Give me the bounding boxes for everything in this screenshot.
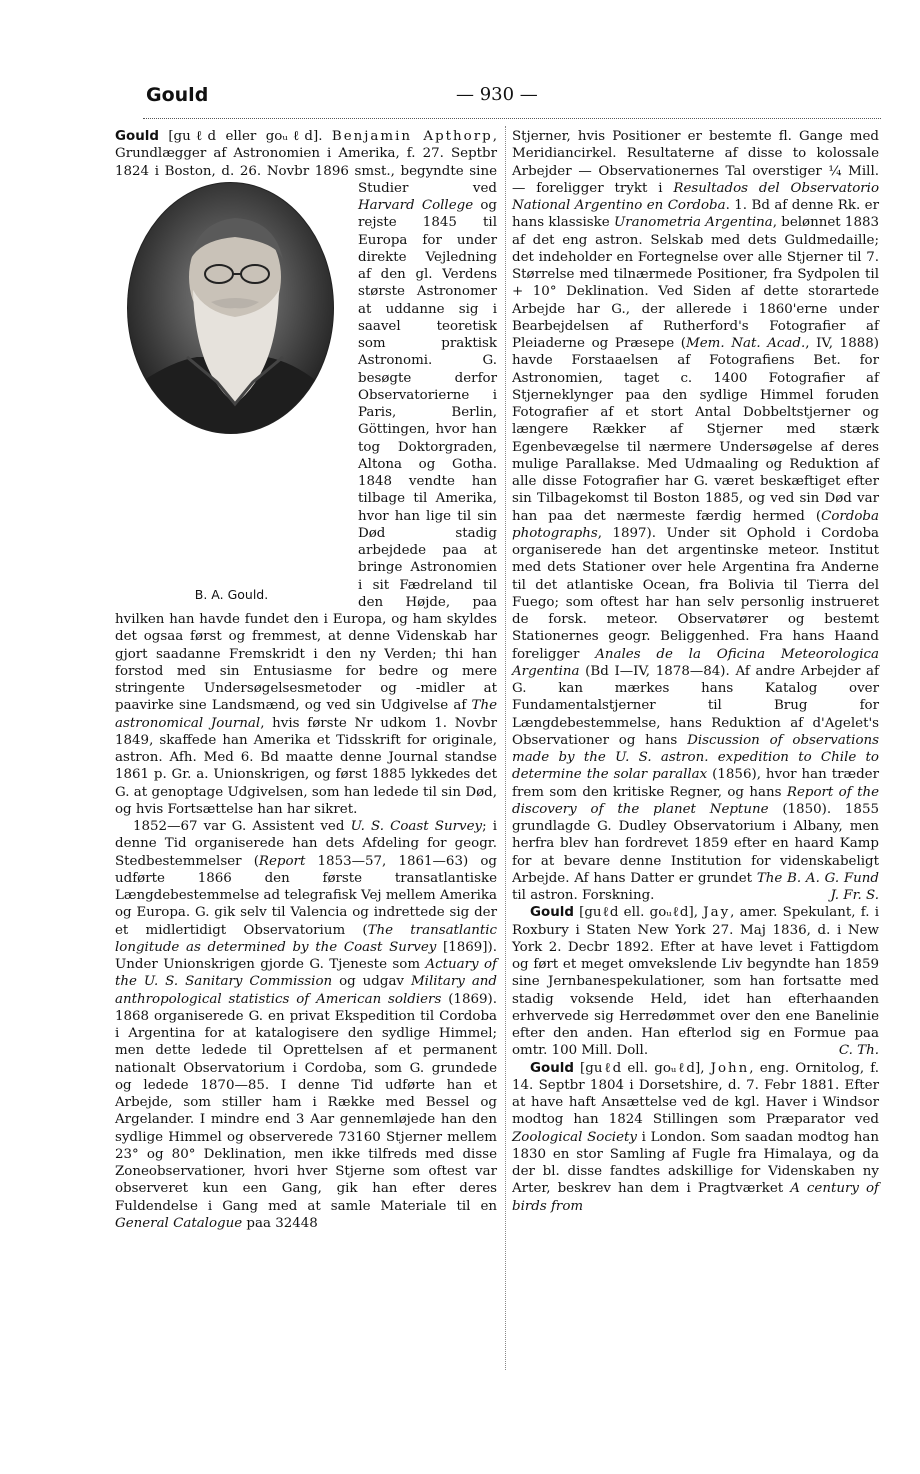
pronunciation: [guℓd ell. goᵤℓd],: [573, 905, 704, 921]
entry-text: og rejste 1845 til Europa for under direkte Vejledning af den gl. Verdens største Astronomer at uddanne sig i saavel teoretisk som praktisk Astronomi. G. besøgte derfor Observatorierne i Paris, Berlin, Göttingen, hvor han tog Doktorgraden, Altona og Gotha. 1848 vendte han tilbage til Amerika, hvor han lige til sin Død stadig arbejdede paa at bringe Astronomien i sit Fædreland til den Højde, paa hvilken han havde fundet den i Europa, og ham skyldes det ogsaa først og fremmest, at denne Videnskab har gjort saadanne Fremskridt i den ny Verden; thi han forstod med sin Entusiasme for bedre og mere stringente Undersøgelsesmetoder og -midler at paavirke sine Landsmænd, og ved sin Udgivelse af: [115, 198, 497, 714]
running-header-word: Gould: [146, 84, 209, 106]
entry-text: og udgav: [332, 974, 411, 990]
italic-title: Discussion of observations made by the U. S. astron. expedition to Chile to determine the solar parallax: [512, 732, 879, 783]
entry-text: (1869). 1868 organiserede G. en privat Ekspedition til Cordoba i Argentina for at katalogisere den sydlige Himmel; men dette ledede til Oprettelsen af et permanent nationalt Observatorium i Cordoba, som G. grundede og ledede 1870—85. I denne Tid udførte han et Arbejde, som stiller ham i Række med Bessel og Argelander. I mindre end 3 Aar gennemløjede han den sydlige Himmel og observerede 73160 Stjerner mellem 23° og 80° Deklination, men ikke tilfreds med disse Zoneobservationer, hvori hver Stjerne som oftest var observeret kun een Gang, gik han efter deres Fuldendelse i Gang med at samle Materiale til en: [115, 991, 497, 1214]
entry-text: , IV, 1888) havde Forstaaelsen af Fotografiens Bet. for Astronomien, taget c. 1400 Fotografier af Stjerneklynger paa den sydlige Himmel foruden Fotografier af et stort Antal Dobbeltstjerner og længere Rækker af Stjerner med stærk Egenbevægelse til nærmere Undersøgelse af deres mulige Parallakse. Med Udmaaling og Reduktion af alle disse Fotografier har G. været beskæftiget efter sin Tilbagekomst til Boston 1885, og ved sin Død var han paa det nærmeste færdig hermed (: [512, 336, 879, 524]
portrait-image: [127, 182, 334, 434]
italic-title: Report: [258, 853, 306, 869]
entry-text: til astron. Forskning.: [512, 888, 655, 903]
italic-title: Anales de la Oficina Meteorologica Argentina: [512, 646, 880, 679]
left-column: [115, 128, 497, 1232]
entry-text: (1850). 1855 grundlagde G. Dudley Observatorium i Albany, men herfra blev han fordrevet 1859 efter en haard Kamp for at bevare denne Institution for videnskabeligt Arbejde. Af hans Datter er grundet: [512, 801, 879, 886]
entry-text: ; i denne Tid organiserede han dets Afdeling for geogr. Stedbestemmelser (: [115, 819, 497, 869]
entry-john-gould: [512, 1060, 879, 1215]
figure-caption: B. A. Gould.: [194, 586, 269, 602]
entry-name: John: [710, 1060, 750, 1076]
entry-text: (1856), hvor han træder frem som den kritiske Regner, og hans: [512, 767, 879, 800]
paragraph: [115, 818, 497, 1232]
column-divider: [505, 126, 506, 1370]
entry-text: 1852—67 var G. Assistent ved: [133, 819, 351, 834]
entry-text: (Bd I—IV, 1878—84). Af andre Arbejder af G. kan mærkes hans Katalog over Fundamentalstjerner til Brug for Længdebestemmelse, hans Reduktion af d'Agelet's Observationer og hans: [512, 663, 879, 748]
entry-text: , hvis første Nr udkom 1. Novbr 1849, skaffede han Amerika et Tidsskrift for originale, astron. Afh. Med 6. Bd maatte denne Journal standse 1861 p. Gr. a. Unionskrigen, og først 1885 lykkedes det G. at genoptage Udgivelsen, som han ledede til sin Død, og hvis Fortsættelse han har sikret.: [115, 715, 498, 817]
entry-name: Benjamin Apthorp: [331, 129, 493, 144]
italic-title: Report of the discovery of the planet Neptune: [512, 784, 879, 817]
entry-text: paa 32448: [242, 1215, 318, 1231]
page-number: — 930 —: [456, 84, 538, 105]
right-column: [512, 128, 879, 1215]
entry-text: 1853—57, 1861—63) og udførte 1866 den første transatlantiske Længdebestemmelse ad telegrafisk Vej mellem Amerika og Europa. G. gik selv til Valencia og indrettede sig der et midlertidigt Observatorium (: [115, 853, 497, 938]
entry-headword: Gould: [530, 1060, 574, 1076]
italic-title: Mem. Nat. Acad.: [686, 336, 806, 351]
entry-text: , belønnet 1883 af det eng astron. Selskab med dets Guldmedaille; det indeholder en Fortegnelse over alle Stjerner til 7. Størrelse med tilnærmede Positioner, fra Sydpolen til + 10° Deklination. Ved Siden af dette storartede Arbejde har G., der allerede i 1860'erne under Bearbejdelsen af Rutherford's Fotografier af Pleiaderne og Præsepe (: [512, 215, 880, 351]
entry-text: , 1897). Under sit Ophold i Cordoba organiserede han det argentinske meteor. Institut med dets Stationer over hele Argentina fra Anderne til det atlantiske Ocean, fra Bolivia til Tierra del Fuego; som oftest har han selv personlig instrueret de forsk. meteor. Observatører og bestemt Stationernes geogr. Beliggenhed. Fra hans Haand foreligger: [512, 525, 879, 662]
italic-title: U. S. Coast Survey: [350, 819, 483, 834]
italic-title: Military and anthropological statistics of American soldiers: [115, 974, 497, 1007]
author-signature: C. Th.: [838, 1043, 879, 1059]
entry-text: i London. Som saadan modtog han 1830 en stor Samling af Fugle fra Himalaya, og da der bl. disse fandtes adskillige for Videnskaben ny Arter, beskrev han dem i Pragtværket: [512, 1129, 879, 1197]
italic-title: The astronomical Journal: [115, 698, 497, 731]
italic-title: A century of birds from: [512, 1181, 879, 1214]
header-rule: [143, 118, 881, 120]
italic-title: Cordoba photographs: [512, 508, 879, 541]
entry-jay-gould: [512, 904, 879, 1059]
entry-benjamin-gould: [115, 128, 497, 818]
entry-name: Jay: [703, 905, 731, 921]
italic-title: The B. A. G. Fund: [756, 870, 879, 886]
entry-text: . 1. Bd af denne Rk. er hans klassiske: [512, 198, 879, 231]
figure: [115, 182, 348, 602]
entry-text: [1869]). Under Unionskrigen gjorde G. Tjeneste som: [115, 939, 497, 972]
pronunciation: [guℓd ell. goᵤℓd],: [573, 1060, 711, 1076]
italic-title: The transatlantic longitude as determined by the Coast Survey: [115, 922, 497, 955]
entry-text: Stjerner, hvis Positioner er bestemte fl. Gange med Meridiancirkel. Resultaterne af disse to kolossale Arbejder — Observationernes Tal overstiger ¼ Mill. — foreligger trykt i: [512, 129, 879, 196]
entry-text: , amer. Spekulant, f. i Roxbury i Staten New York 27. Maj 1836, d. i New York 2. Decbr 1892. Efter at have levet i Fattigdom og ført et meget omvekslende Liv begyndte han 1859 sine Jernbanespekulationer, som han fortsatte med stadig voksende Held, idet han efterhaanden erhvervede sig Herredømmet over den ene Banelinie efter den anden. Han efterlod sig en Formue paa omtr. 100 Mill. Doll.: [512, 905, 880, 1059]
entry-continuation: [512, 128, 879, 904]
author-signature: J. Fr. S.: [830, 888, 879, 903]
italic-title: General Catalogue: [115, 1215, 243, 1231]
pronunciation: [guℓd eller goᵤℓd].: [158, 129, 332, 144]
entry-headword: Gould: [530, 905, 574, 921]
italic-title: Actuary of the U. S. Sanitary Commission: [115, 957, 497, 990]
italic-title: Resultados del Observatorio National Argentino en Cordoba: [512, 180, 880, 213]
entry-text: , Grundlægger af Astronomien i Amerika, f. 27. Septbr 1824 i Boston, d. 26. Novbr 1896 smst., begyndte sine Studier ved: [115, 129, 497, 196]
portrait-svg: [127, 182, 334, 434]
italic-title: Uranometria Argentina: [613, 215, 773, 231]
italic-title: Harvard College: [358, 198, 474, 213]
entry-headword: Gould: [115, 129, 159, 144]
italic-title: Zoological Society: [512, 1129, 637, 1145]
entry-text: , eng. Ornitolog, f. 14. Septbr 1804 i Dorsetshire, d. 7. Febr 1881. Efter at have haft Ansættelse ved de kgl. Haver i Windsor modtog han 1824 Stillingen som Præparator ved: [512, 1060, 879, 1128]
